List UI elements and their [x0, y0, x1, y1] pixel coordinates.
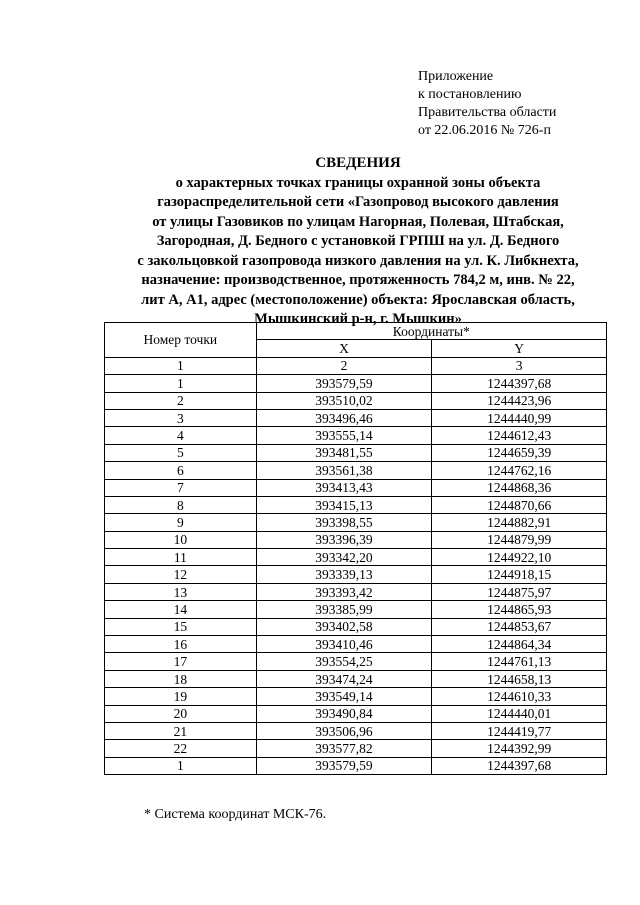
- column-number: 1: [105, 357, 257, 374]
- x-coordinate-cell: 393398,55: [256, 514, 432, 531]
- heading-line: газораспределительной сети «Газопровод высокого давления: [157, 194, 559, 210]
- table-row: [105, 444, 607, 461]
- y-coordinate-cell: 1244397,68: [432, 757, 607, 774]
- heading-line: Мышкинский р-н, г. Мышкин»: [254, 311, 462, 327]
- table-row: [105, 688, 607, 705]
- x-coordinate-cell: 393415,13: [256, 496, 432, 513]
- x-header: X: [256, 340, 432, 357]
- point-number-cell: 7: [105, 479, 257, 496]
- column-number: 2: [256, 357, 432, 374]
- x-coordinate-cell: 393474,24: [256, 670, 432, 687]
- x-coordinate-cell: 393555,14: [256, 427, 432, 444]
- point-number-cell: 4: [105, 427, 257, 444]
- heading-line: от улицы Газовиков по улицам Нагорная, Полевая, Штабская,: [152, 213, 564, 230]
- x-coordinate-cell: 393396,39: [256, 531, 432, 548]
- y-coordinate-cell: 1244868,36: [432, 479, 607, 496]
- heading-line: Загородная, Д. Бедного с установкой ГРПШ на ул. Д. Бедного: [156, 233, 560, 249]
- point-number-cell: 8: [105, 496, 257, 513]
- table-row: [105, 566, 607, 583]
- x-coordinate-cell: 393561,38: [256, 462, 432, 479]
- y-coordinate-cell: 1244853,67: [432, 618, 607, 635]
- table-row: [105, 757, 607, 774]
- point-number-cell: 18: [105, 670, 257, 687]
- annex-block: [418, 68, 556, 140]
- y-coordinate-cell: 1244864,34: [432, 636, 607, 653]
- x-coordinate-cell: 393579,59: [256, 757, 432, 774]
- x-coordinate-cell: 393506,96: [256, 722, 432, 739]
- y-coordinate-cell: 1244440,99: [432, 409, 607, 426]
- point-number-cell: 6: [105, 462, 257, 479]
- y-coordinate-cell: 1244392,99: [432, 740, 607, 757]
- table-row: [105, 462, 607, 479]
- y-coordinate-cell: 1244397,68: [432, 375, 607, 392]
- point-number-cell: 19: [105, 688, 257, 705]
- point-number-cell: 12: [105, 566, 257, 583]
- table-row: [105, 705, 607, 722]
- y-coordinate-cell: 1244870,66: [432, 496, 607, 513]
- y-coordinate-cell: 1244612,43: [432, 427, 607, 444]
- heading-line: лит А, А1, адрес (местоположение) объекта: Ярославская область,: [141, 291, 575, 308]
- y-coordinate-cell: 1244419,77: [432, 722, 607, 739]
- y-coordinate-cell: 1244875,97: [432, 583, 607, 600]
- point-number-cell: 10: [105, 531, 257, 548]
- y-coordinate-cell: 1244865,93: [432, 601, 607, 618]
- y-coordinate-cell: 1244879,99: [432, 531, 607, 548]
- table-row: [105, 392, 607, 409]
- x-coordinate-cell: 393577,82: [256, 740, 432, 757]
- table-row: [105, 375, 607, 392]
- y-coordinate-cell: 1244659,39: [432, 444, 607, 461]
- x-coordinate-cell: 393402,58: [256, 618, 432, 635]
- x-coordinate-cell: 393342,20: [256, 549, 432, 566]
- annex-line: от 22.06.2016 № 726-п: [418, 123, 551, 138]
- coordinates-header: Координаты*: [256, 323, 606, 340]
- point-number-cell: 15: [105, 618, 257, 635]
- table-row: [105, 479, 607, 496]
- point-number-cell: 17: [105, 653, 257, 670]
- y-coordinate-cell: 1244918,15: [432, 566, 607, 583]
- y-coordinate-cell: 1244440,01: [432, 705, 607, 722]
- x-coordinate-cell: 393496,46: [256, 409, 432, 426]
- x-coordinate-cell: 393490,84: [256, 705, 432, 722]
- table-row: [105, 670, 607, 687]
- table-row: [105, 427, 607, 444]
- x-coordinate-cell: 393339,13: [256, 566, 432, 583]
- table-row: [105, 601, 607, 618]
- x-coordinate-cell: 393549,14: [256, 688, 432, 705]
- y-coordinate-cell: 1244423,96: [432, 392, 607, 409]
- y-header: Y: [432, 340, 607, 357]
- point-number-cell: 14: [105, 601, 257, 618]
- document-title: СВЕДЕНИЯ: [315, 155, 401, 171]
- point-number-cell: 21: [105, 722, 257, 739]
- annex-line: Приложение: [418, 69, 494, 84]
- table-row: [105, 409, 607, 426]
- annex-line: к постановлению: [418, 87, 522, 102]
- x-coordinate-cell: 393554,25: [256, 653, 432, 670]
- heading-line: о характерных точках границы охранной зоны объекта: [175, 174, 541, 191]
- point-number-cell: 20: [105, 705, 257, 722]
- table-row: [105, 740, 607, 757]
- table-row: [105, 722, 607, 739]
- table-row: [105, 549, 607, 566]
- x-coordinate-cell: 393393,42: [256, 583, 432, 600]
- footnote: * Система координат МСК-76.: [144, 807, 327, 822]
- y-coordinate-cell: 1244922,10: [432, 549, 607, 566]
- point-number-cell: 5: [105, 444, 257, 461]
- column-number-row: [105, 357, 607, 374]
- x-coordinate-cell: 393413,43: [256, 479, 432, 496]
- x-coordinate-cell: 393385,99: [256, 601, 432, 618]
- table-row: [105, 496, 607, 513]
- point-number-cell: 9: [105, 514, 257, 531]
- y-coordinate-cell: 1244610,33: [432, 688, 607, 705]
- y-coordinate-cell: 1244882,91: [432, 514, 607, 531]
- x-coordinate-cell: 393481,55: [256, 444, 432, 461]
- point-number-cell: 22: [105, 740, 257, 757]
- y-coordinate-cell: 1244761,13: [432, 653, 607, 670]
- table-row: [105, 618, 607, 635]
- document-heading: [80, 154, 636, 330]
- annex-line: Правительства области: [418, 105, 557, 120]
- heading-line: с закольцовкой газопровода низкого давления на ул. К. Либкнехта,: [137, 252, 579, 269]
- column-number: 3: [432, 357, 607, 374]
- x-coordinate-cell: 393510,02: [256, 392, 432, 409]
- table-row: [105, 653, 607, 670]
- x-coordinate-cell: 393410,46: [256, 636, 432, 653]
- heading-line: назначение: производственное, протяженность 784,2 м, инв. № 22,: [141, 272, 575, 288]
- point-number-cell: 16: [105, 636, 257, 653]
- coordinates-body: [105, 375, 607, 775]
- table-row: [105, 583, 607, 600]
- point-number-cell: 1: [105, 757, 257, 774]
- point-number-cell: 2: [105, 392, 257, 409]
- point-number-cell: 11: [105, 549, 257, 566]
- coordinates-table: [104, 322, 607, 775]
- point-number-header: Номер точки: [105, 323, 257, 358]
- point-number-cell: 1: [105, 375, 257, 392]
- table-row: [105, 531, 607, 548]
- table-header-row: [105, 323, 607, 340]
- point-number-cell: 3: [105, 409, 257, 426]
- y-coordinate-cell: 1244762,16: [432, 462, 607, 479]
- table-row: [105, 514, 607, 531]
- point-number-cell: 13: [105, 583, 257, 600]
- x-coordinate-cell: 393579,59: [256, 375, 432, 392]
- table-row: [105, 636, 607, 653]
- y-coordinate-cell: 1244658,13: [432, 670, 607, 687]
